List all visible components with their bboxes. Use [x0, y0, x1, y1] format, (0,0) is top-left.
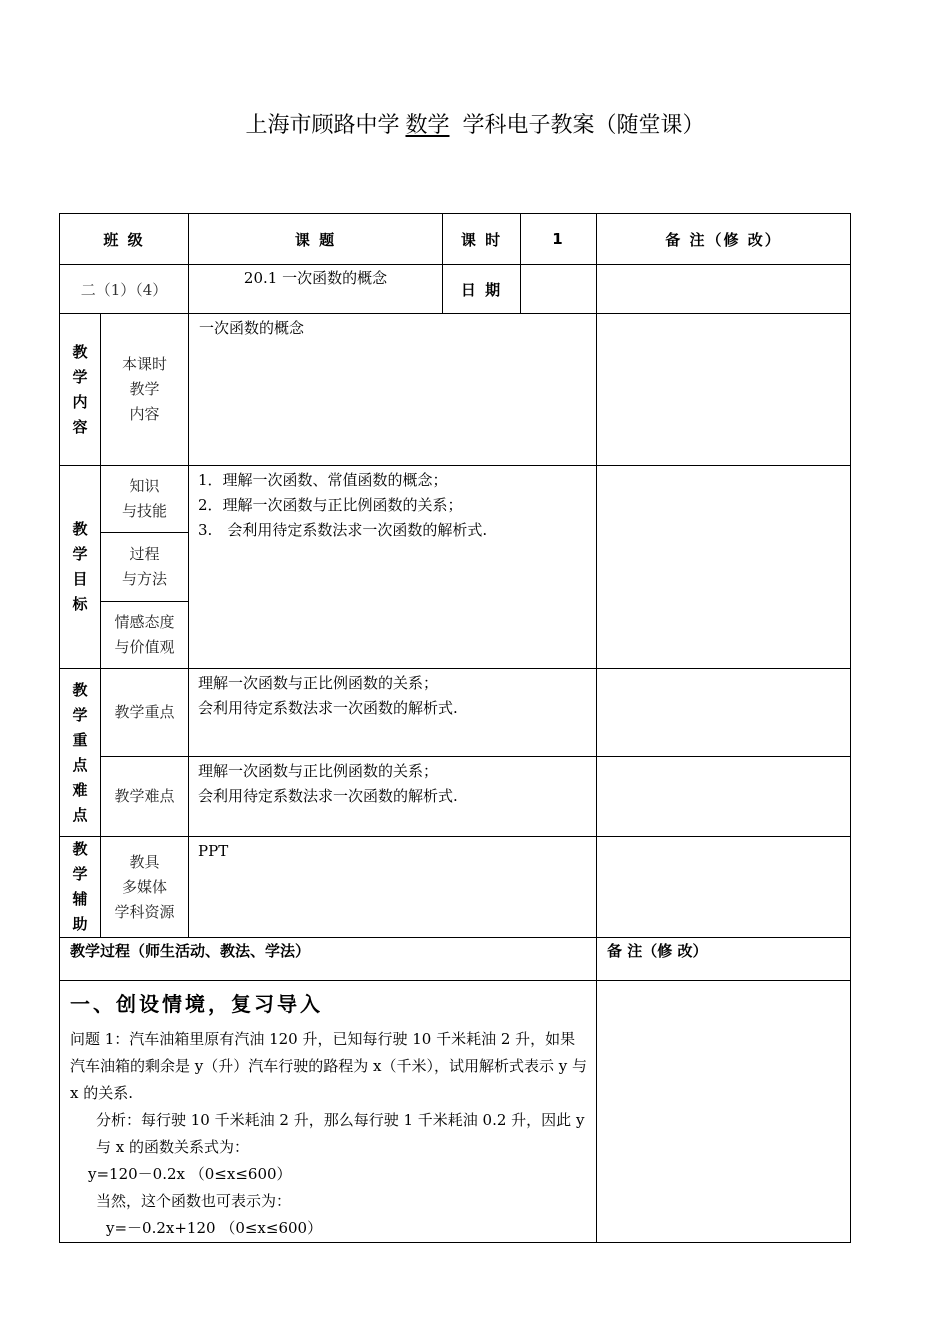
remarks-cell-6 [597, 837, 851, 938]
topic-value: 20.1 一次函数的概念 [189, 265, 443, 314]
formula-1: y=120－0.2x （0≤x≤600） [88, 1165, 292, 1183]
process-body [60, 981, 597, 1243]
process-method-label: 过程 与方法 [101, 533, 189, 602]
difficult-point-text: 理解一次函数与正比例函数的关系； 会利用待定系数法求一次函数的解析式. [189, 757, 597, 837]
goal-item: 2．理解一次函数与正比例函数的关系； [198, 496, 463, 514]
problem-text: 问题 1：汽车油箱里原有汽油 120 升，已知每行驶 10 千米耗油 2 升，如果汽车油箱的剩余是 y（升）汽车行驶的路程为 x（千米），试用解析式表示 y 与 x 的关系. [70, 1030, 587, 1102]
title-suffix: 学科电子教案（随堂课） [462, 113, 705, 138]
formula-2: y=－0.2x+120 （0≤x≤600） [106, 1219, 323, 1237]
emotion-label: 情感态度 与价值观 [101, 602, 189, 669]
class-header: 班 级 [60, 214, 189, 265]
period-value: 1 [521, 214, 597, 265]
goal-item: 1．理解一次函数、常值函数的概念； [198, 471, 448, 489]
remarks-cell-2 [597, 314, 851, 466]
goals-text [189, 466, 597, 669]
lesson-plan-table [59, 213, 851, 1243]
remarks-cell-4 [597, 669, 851, 757]
date-value [521, 265, 597, 314]
aids-text: PPT [189, 837, 597, 938]
analysis-text: 分析：每行驶 10 千米耗油 2 升，那么每行驶 1 千米耗油 0.2 升，因此 y 与 x 的函数关系式为： [96, 1111, 585, 1156]
remarks-cell-1 [597, 265, 851, 314]
goals-label: 教 学 目 标 [60, 466, 101, 669]
difficult-point-label: 教学难点 [101, 757, 189, 837]
aids-sub-label: 教具 多媒体 学科资源 [101, 837, 189, 938]
key-point-label: 教学重点 [101, 669, 189, 757]
content-text: 一次函数的概念 [189, 314, 597, 466]
content-sub-label: 本课时 教学 内容 [101, 314, 189, 466]
subject-name: 数学 [405, 113, 450, 138]
period-header: 课 时 [443, 214, 521, 265]
class-value: 二（1）（4） [60, 265, 189, 314]
page-title [0, 108, 950, 139]
knowledge-label: 知识 与技能 [101, 466, 189, 533]
date-label: 日 期 [443, 265, 521, 314]
content-label: 教 学 内 容 [60, 314, 101, 466]
note-text: 当然，这个函数也可表示为： [96, 1192, 292, 1210]
remarks-cell-5 [597, 757, 851, 837]
key-points-label: 教 学 重 点 难 点 [60, 669, 101, 837]
school-name: 上海市顾路中学 [245, 113, 400, 138]
remarks-cell-3 [597, 466, 851, 669]
goal-item: 3. 会利用待定系数法求一次函数的解析式. [198, 521, 488, 539]
aids-label: 教 学 辅 助 [60, 837, 101, 938]
process-header: 教学过程（师生活动、教法、学法） [60, 938, 597, 981]
key-point-text: 理解一次函数与正比例函数的关系； 会利用待定系数法求一次函数的解析式. [189, 669, 597, 757]
remarks-header: 备 注（修 改） [597, 214, 851, 265]
process-remarks-header: 备 注（修 改） [597, 938, 851, 981]
remarks-cell-7 [597, 981, 851, 1243]
section-title: 一、创设情境，复习导入 [70, 992, 323, 1016]
topic-header: 课 题 [189, 214, 443, 265]
